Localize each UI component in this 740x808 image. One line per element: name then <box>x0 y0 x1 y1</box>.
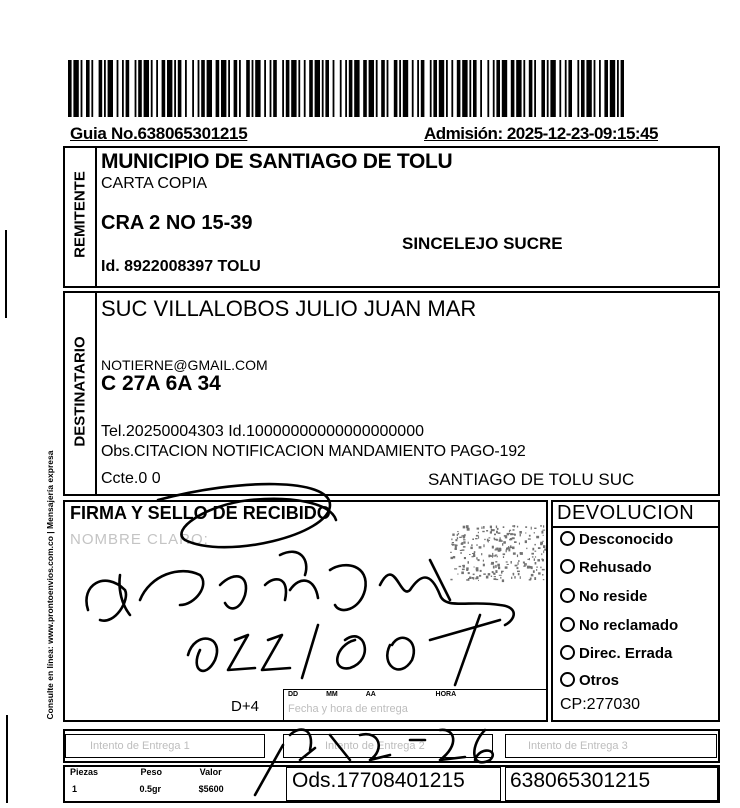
edge-mark <box>5 230 7 318</box>
weight-value: 0.5gr <box>139 784 162 794</box>
recipient-ccte: Ccte.0 0 <box>101 470 161 487</box>
option-label: Desconocido <box>579 531 674 548</box>
option-rehusado[interactable] <box>560 559 652 576</box>
weight-header: Peso <box>140 767 163 777</box>
remitente-divider <box>95 146 97 288</box>
sender-name: MUNICIPIO DE SANTIAGO DE TOLU <box>101 150 453 173</box>
option-direc-errada[interactable] <box>560 645 672 662</box>
name-field-label: NOMBRE CLARO: <box>70 531 209 548</box>
recipient-observations: Obs.CITACION NOTIFICACION MANDAMIENTO PAGO-192 <box>101 443 526 460</box>
option-desconocido[interactable] <box>560 531 673 548</box>
footer-headers <box>70 767 222 777</box>
option-no-reclamado[interactable] <box>560 617 678 634</box>
footer-values <box>72 784 224 794</box>
date-labels <box>288 691 456 698</box>
recipient-email: NOTIERNE@GMAIL.COM <box>101 357 268 373</box>
radio-circle-icon <box>560 588 575 603</box>
destinatario-label: DESTINATARIO <box>71 336 89 447</box>
guide-number: 638065301215 <box>510 769 651 792</box>
sender-city: SINCELEJO SUCRE <box>402 234 563 253</box>
date-label-dd: DD <box>288 691 299 698</box>
delivery-days: D+4 <box>231 698 259 715</box>
pieces-header: Piezas <box>70 767 99 777</box>
stamp-smudge <box>430 510 550 585</box>
edge-mark <box>6 715 8 803</box>
sender-type: CARTA COPIA <box>101 175 208 192</box>
recipient-city: SANTIAGO DE TOLU SUC <box>428 470 635 489</box>
side-website-text: Consulte en línea: www.prontoenvios.com.co | Mensajería expresa <box>45 450 55 720</box>
radio-circle-icon <box>560 617 575 632</box>
recipient-name: SUC VILLALOBOS JULIO JUAN MAR <box>101 296 477 321</box>
radio-circle-icon <box>560 645 575 660</box>
recipient-phone-id: Tel.20250004303 Id.10000000000000000000 <box>101 423 424 440</box>
admission-date: Admisión: 2025-12-23-09:15:45 <box>424 124 659 143</box>
date-caption: Fecha y hora de entrega <box>288 703 408 715</box>
radio-circle-icon <box>560 531 575 546</box>
date-label-mm: MM <box>326 691 338 698</box>
attempt-3-label: Intento de Entrega 3 <box>528 740 628 752</box>
signature-title: FIRMA Y SELLO DE RECIBIDO <box>70 503 331 523</box>
barcode <box>68 60 624 117</box>
remitente-label: REMITENTE <box>71 171 89 258</box>
option-label: Direc. Errada <box>579 645 673 662</box>
sender-id: Id. 8922008397 TOLU <box>101 258 261 275</box>
radio-circle-icon <box>560 559 575 574</box>
amount-value: $5600 <box>198 784 224 794</box>
option-label: No reclamado <box>579 617 679 634</box>
date-label-aa: AA <box>365 691 376 698</box>
postal-code: CP:277030 <box>560 696 641 713</box>
option-otros[interactable] <box>560 672 619 689</box>
ods-number: Ods.17708401215 <box>292 769 465 792</box>
pieces-value: 1 <box>72 784 78 794</box>
recipient-address: C 27A 6A 34 <box>101 372 221 395</box>
date-label-hora: HORA <box>435 691 457 698</box>
option-no-reside[interactable] <box>560 588 647 605</box>
option-label: No reside <box>579 588 648 605</box>
radio-circle-icon <box>560 672 575 687</box>
option-label: Otros <box>579 672 620 689</box>
attempt-1-label: Intento de Entrega 1 <box>90 740 190 752</box>
value-header: Valor <box>199 767 222 777</box>
guia-number: Guia No.638065301215 <box>70 124 248 143</box>
destinatario-divider <box>95 291 97 496</box>
return-title: DEVOLUCION <box>557 502 695 524</box>
option-label: Rehusado <box>579 559 652 576</box>
attempt-2-label: Intento de Entrega 2 <box>325 740 425 752</box>
sender-address: CRA 2 NO 15-39 <box>101 212 253 234</box>
